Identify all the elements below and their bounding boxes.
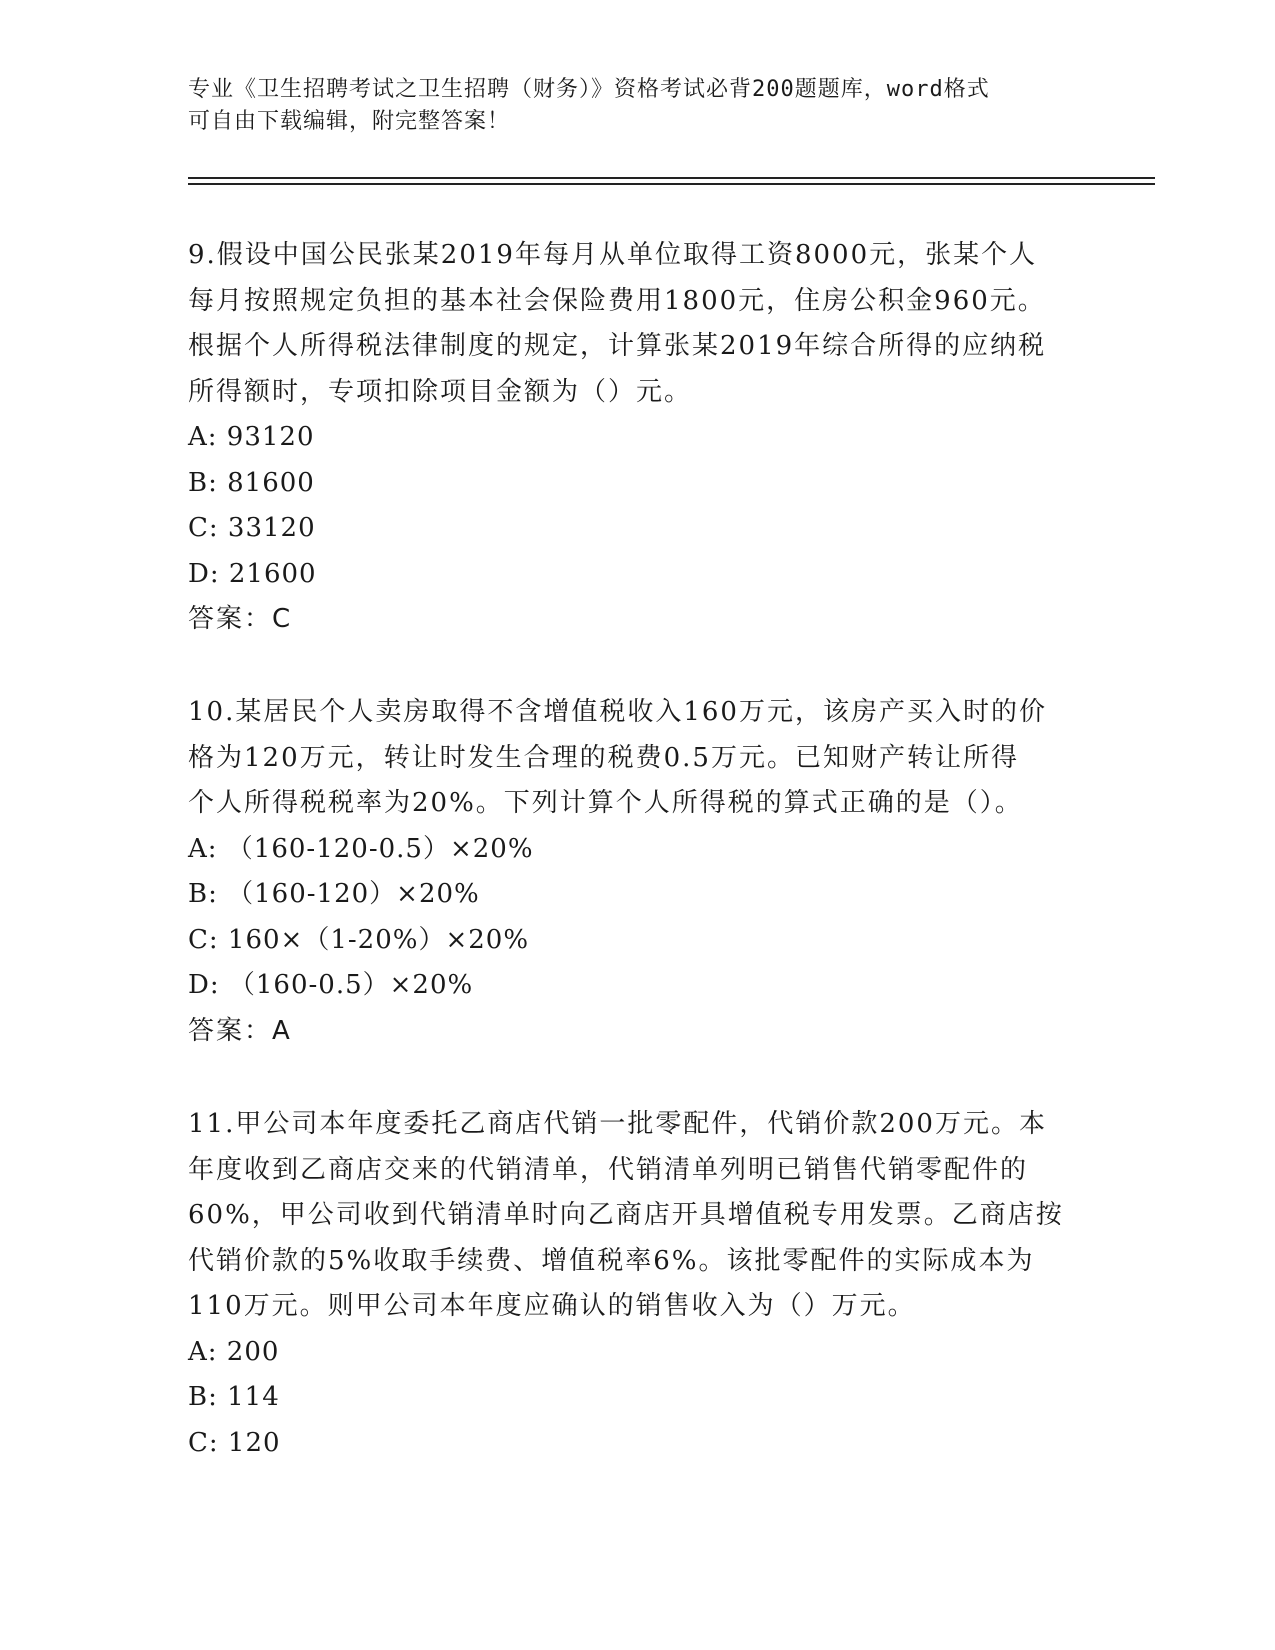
header-title-line-2: 可自由下载编辑，附完整答案！: [188, 109, 511, 134]
question-text-line: 根据个人所得税法律制度的规定，计算张某2019年综合所得的应纳税: [188, 331, 1047, 361]
question-text-line: 110万元。则甲公司本年度应确认的销售收入为（）万元。: [188, 1291, 916, 1321]
option-c: C: 160×（1-20%）×20%: [188, 924, 530, 955]
question-text-line: 9.假设中国公民张某2019年每月从单位取得工资8000元，张某个人: [188, 240, 1038, 270]
option-d: D: 21600: [188, 558, 317, 589]
question-10: [188, 690, 1068, 1054]
question-text-line: 年度收到乙商店交来的代销清单，代销清单列明已销售代销零配件的: [188, 1154, 1029, 1185]
question-text-line: 每月按照规定负担的基本社会保险费用1800元，住房公积金960元。: [188, 285, 1046, 316]
answer-label: 答案：A: [188, 1015, 292, 1046]
question-11: [188, 1102, 1068, 1466]
question-text-line: 个人所得税税率为20%。下列计算个人所得税的算式正确的是（）。: [188, 788, 1023, 818]
header-divider-bottom: [188, 183, 1155, 185]
option-d: D: （160-0.5）×20%: [188, 970, 474, 1000]
option-c: C: 120: [188, 1427, 281, 1458]
option-b: B: （160-120）×20%: [188, 879, 480, 909]
option-a: A: （160-120-0.5）×20%: [188, 833, 534, 864]
question-text-line: 11.甲公司本年度委托乙商店代销一批零配件，代销价款200万元。本: [188, 1109, 1047, 1139]
document-header: [188, 74, 1088, 138]
header-title-line-1: 专业《卫生招聘考试之卫生招聘（财务）》资格考试必背200题题库，word格式: [188, 77, 990, 102]
question-text-line: 60%，甲公司收到代销清单时向乙商店开具增值税专用发票。乙商店按: [188, 1200, 1064, 1230]
option-a: A: 93120: [188, 422, 315, 452]
question-text-line: 格为120万元，转让时发生合理的税费0.5万元。已知财产转让所得: [188, 742, 1019, 773]
question-text-line: 代销价款的5%收取手续费、增值税率6%。该批零配件的实际成本为: [188, 1245, 1035, 1276]
answer-label: 答案：C: [188, 604, 293, 634]
question-9: [188, 233, 1068, 643]
option-b: B: 81600: [188, 467, 315, 498]
question-text-line: 10.某居民个人卖房取得不含增值税收入160万元，该房产买入时的价: [188, 697, 1047, 727]
option-a: A: 200: [188, 1336, 280, 1367]
header-divider-top: [188, 177, 1155, 179]
option-b: B: 114: [188, 1382, 280, 1412]
question-text-line: 所得额时，专项扣除项目金额为（）元。: [188, 376, 693, 407]
option-c: C: 33120: [188, 513, 316, 543]
